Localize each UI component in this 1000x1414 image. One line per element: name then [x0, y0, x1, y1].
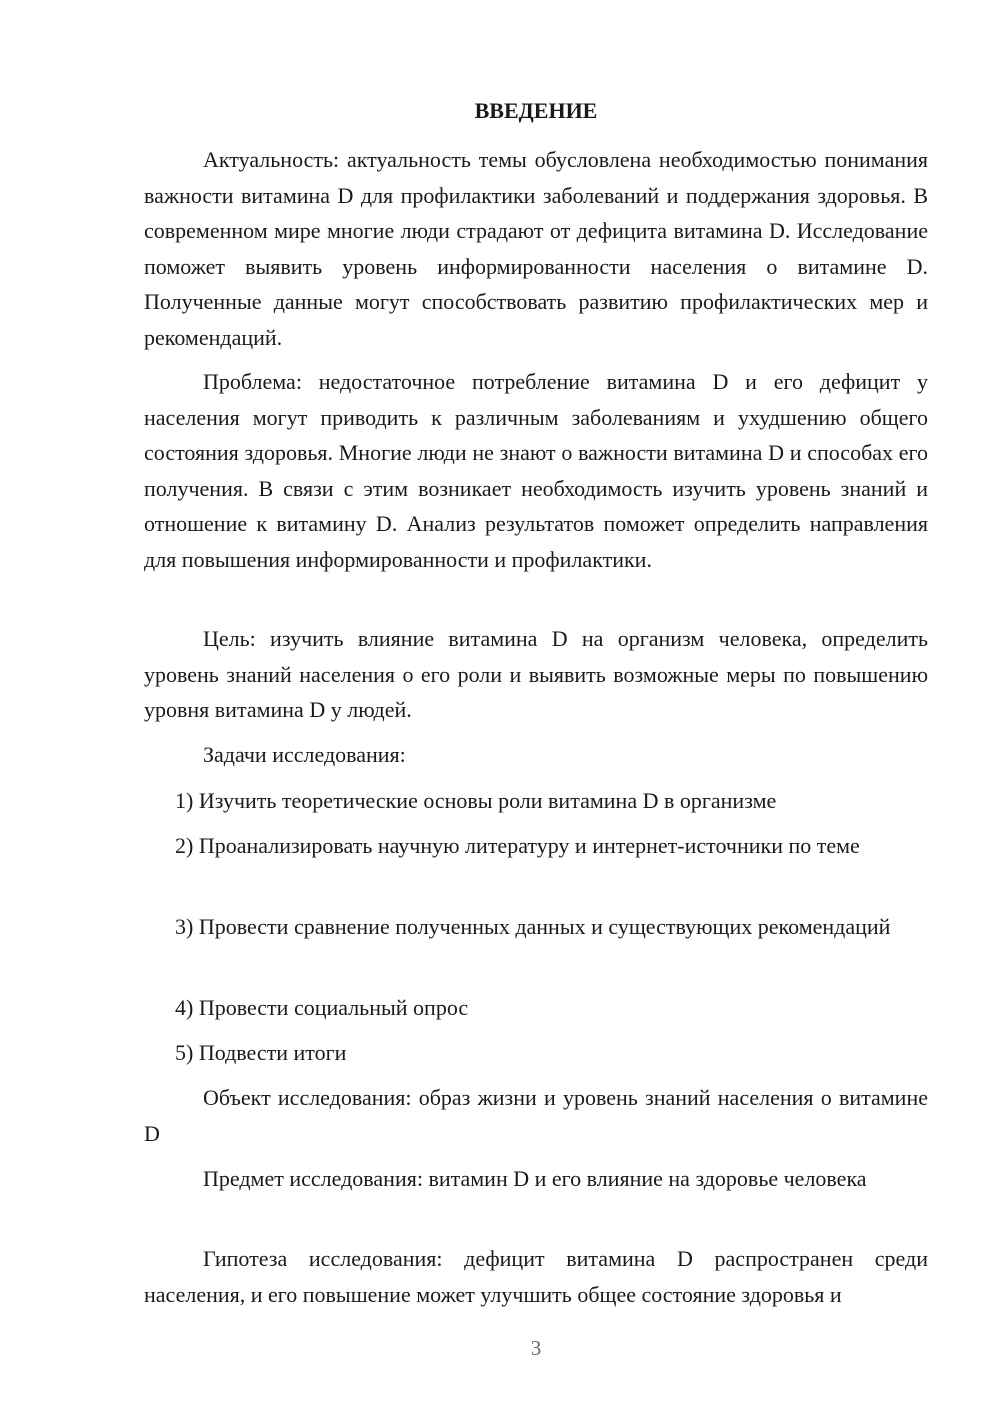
paragraph-problem: Проблема: недостаточное потребление витамина D и его дефицит у населения могут приводить к различным заболеваниям и ухудшению общего состояния здоровья. Многие люди не знают о важности витамина D и способах его получения. В связи с этим возникает необходимость изучить уровень знаний и отношение к витамину D. Анализ результатов поможет определить направления для повышения информированности и профилактики. — [144, 369, 928, 572]
paragraph-tasks-heading: Задачи исследования: — [203, 742, 406, 767]
list-item-task-2: 2) Проанализировать научную литературу и интернет-источники по теме — [175, 833, 860, 858]
list-item-task-3: 3) Провести сравнение полученных данных и существующих рекомендаций — [175, 914, 891, 939]
page-number: 3 — [530, 1336, 542, 1360]
paragraph-subject: Предмет исследования: витамин D и его влияние на здоровье человека — [203, 1166, 867, 1191]
paragraph-relevance: Актуальность: актуальность темы обусловлена необходимостью понимания важности витамина D для профилактики заболеваний и поддержания здоровья. В современном мире многие люди страдают от дефицита витамина D. Исследование поможет выявить уровень информированности населения о витамине D. Полученные данные могут способствовать развитию профилактических мер и рекомендаций. — [144, 147, 928, 350]
paragraph-hypothesis: Гипотеза исследования: дефицит витамина D распространен среди населения, и его повышение может улучшить общее состояние здоровья и — [144, 1246, 928, 1307]
paragraph-object: Объект исследования: образ жизни и уровень знаний населения о витамине D — [144, 1085, 928, 1146]
page-title: ВВЕДЕНИЕ — [474, 98, 598, 123]
list-item-task-4: 4) Провести социальный опрос — [175, 995, 469, 1020]
list-item-task-5: 5) Подвести итоги — [175, 1040, 347, 1065]
paragraph-goal: Цель: изучить влияние витамина D на организм человека, определить уровень знаний населения о его роли и выявить возможные меры по повышению уровня витамина D у людей. — [144, 626, 928, 722]
list-item-task-1: 1) Изучить теоретические основы роли витамина D в организме — [175, 788, 777, 813]
